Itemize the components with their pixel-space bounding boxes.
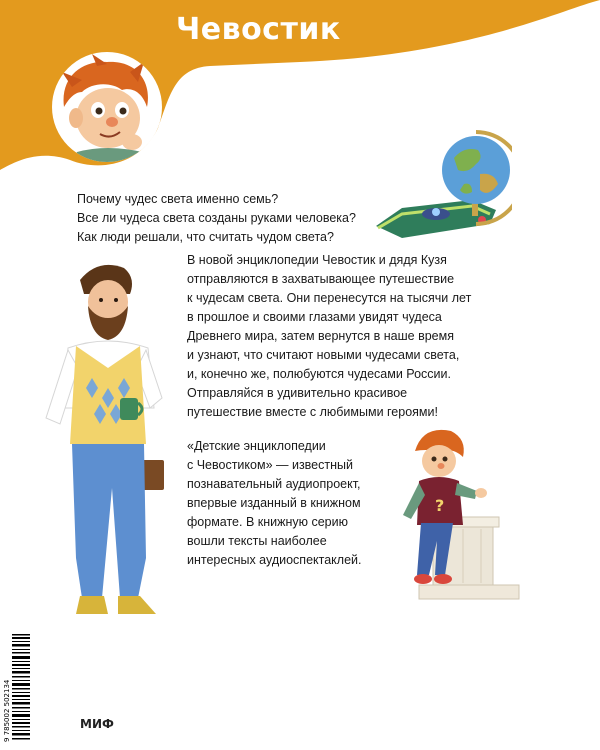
brand-title: Чевостик [176,12,341,47]
question-line: Почему чудес света именно семь? [77,192,279,206]
intro-paragraph [187,251,487,422]
question-line: Как люди решали, что считать чудом света? [77,230,334,244]
intro-line: и узнают, что считают новыми чудесами света, [187,348,460,362]
intro-line: и, конечно же, полюбуются чудесами России. [187,367,451,381]
series-paragraph [187,437,417,570]
series-line: с Чевостиком» — известный [187,458,353,472]
intro-line: к чудесам света. Они перенесутся на тысячи лет [187,291,472,305]
series-line: формате. В книжную серию [187,515,348,529]
intro-line: Отправляйся в удивительно красивое [187,386,408,400]
uncle-kuzya-illustration [38,258,178,630]
intro-line: путешествие вместе с любимыми героями! [187,405,438,419]
publisher-logo: МИФ [80,717,114,731]
series-line: интересных аудиоспектаклей. [187,553,362,567]
series-line: впервые изданный в книжном [187,496,361,510]
series-line: вошли тексты наиболее [187,534,327,548]
intro-line: В новой энциклопедии Чевостик и дядя Кузя [187,253,447,267]
svg-text:?: ? [435,496,445,515]
chevostik-avatar [52,52,162,162]
intro-line: отправляются в захватывающее путешествие [187,272,455,286]
intro-line: в прошлое и своими глазами увидят чудеса [187,310,442,324]
questions-block [77,190,356,247]
series-line: «Детские энциклопедии [187,439,326,453]
question-line: Все ли чудеса света созданы руками человека? [77,211,356,225]
isbn-barcode [2,632,34,744]
globe-illustration [372,128,512,243]
intro-line: Древнего мира, затем вернутся в наше время [187,329,454,343]
series-line: познавательный аудиопроект, [187,477,361,491]
chevostik-sitting-illustration [393,425,523,605]
barcode-bars [2,632,34,744]
barcode-number: 9 785002 502134 [3,679,11,742]
